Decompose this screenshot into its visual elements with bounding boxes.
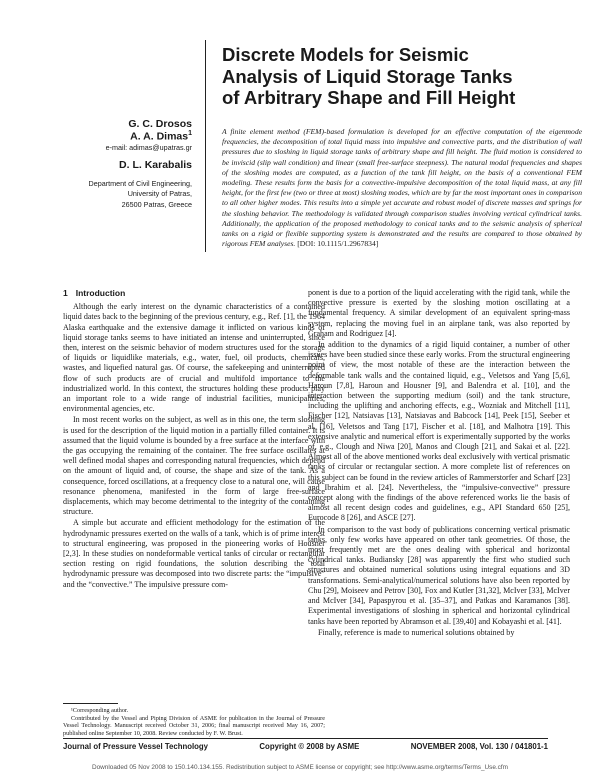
title-line-2: Analysis of Liquid Storage Tanks <box>222 65 513 87</box>
author-drosos: G. C. Drosos <box>128 118 192 130</box>
paragraph: In addition to the dynamics of a rigid liquid container, a number of other issues have been studied since these early works. From the structural engineering point of view, the most notable of these are the interaction between the deformable tank walls and the contained liquid, e.g., Veletsos and Yang [5,6], Haroun [7,8], Haroun and Housner [9], and Balendra et al. [10], and the interaction between the supporting medium (soil) and the tank structure, including the uplifting and anchoring effects, e.g., Wozniak and Mitchell [11], Fischer [12], Natsiavas [13], Natsiavas and Babcock [14], Peek [15], Seeber et al. [16], Veletsos and Tang [17], Fischer et al. [18], and Malhotra [19]. This extensive analytic and numerical effort is experimentally supported by the works of, e.g., Clough and Niwa [20], Manos and Clough [21], and Sakai et al. [22]. Almost all of the above mentioned works deal exclusively with vertical prismatic tanks of circular or rectangular section. A more complete list of references on this subject can be found in the review articles of Rammerstorfer and Scharf [23] and Ibrahim et al. [24]. Nevertheless, the “impulsive-convective” pressure concept along with the findings of the above referenced works lie the basis of almost all recent design codes and guidelines, e.g., API Standard 650 [25], Eurocode 8 [26], and ASCE [27]. <box>308 340 570 523</box>
title-line-3: of Arbitrary Shape and Fill Height <box>222 87 516 108</box>
author-karabalis: D. L. Karabalis <box>119 158 192 171</box>
affiliation-line-1: Department of Civil Engineering, <box>88 178 192 188</box>
abstract <box>222 127 582 249</box>
left-column <box>63 288 325 591</box>
header-divider <box>205 40 206 252</box>
abstract-text: A finite element method (FEM)-based formulation is developed for an effective computation of the eigenmode frequencies, the decomposition of total liquid mass into impulsive and convective parts, and the distribution of wall pressures due to sloshing in liquid storage tanks of arbitrary shape and fill height. The fluid motion is considered to be inviscid (slip wall condition) and linear (small free-surface steepness). The natural modal frequencies and shapes of the sloshing modes are computed, as a function of the tank fill height, on the basis of a conventional FEM modeling. These results form the basis for a convective-impulsive decomposition of the total liquid mass, at any fill height, for the first few (two or three at most) sloshing modes, which are by far the most important ones in comparison to all other higher modes. This results into a simple yet accurate and robust model of discrete masses and springs for the sloshing behavior. The methodology is validated through comparison studies involving vertical cylindrical tanks. Additionally, the application of the proposed methodology to conical tanks and to the seismic analysis of spherical tanks on a rigid or flexible supporting system is demonstrated and the results are compared to those obtained by rigorous FEM analyses. <box>222 127 582 249</box>
paragraph: In most recent works on the subject, as well as in this one, the term sloshing is used for the description of the liquid motion in a partially filled container. It is assumed that the liquid volume is bounded by a free surface at the interface with the gas occupying the remaining of the container. The free surface oscillates at well defined modal shapes and corresponding natural frequencies, which depend on the amount of liquid and, of course, the shape and size of the tank. As a consequence, forced oscillations, at a frequency close to a natural one, will cause resonance phenomena, manifested in the form of large free-surface displacements, which may become detrimental to the integrity of the containing structure. <box>63 415 325 517</box>
section-heading: 1 Introduction <box>63 288 126 298</box>
author-dimas: A. A. Dimas$^1$ <box>130 130 192 143</box>
paragraph: Although the early interest on the dynamic characteristics of a contained liquid dates back to the beginning of the previous century, e.g., Ref. [1], the 1964 Alaska earthquake and the extensive damage it inflicted on various kinds of liquid storage tanks seems to have initiated an intense and uninterrupted, since then, interest on the seismic behavior of modern structures used for the storage of liquids or liquidlike materials, e.g., water, fuel, oil products, chemicals, wastes, and liquefied natural gas. Of course, the safekeeping and uninterrupted flow of such products are of crucial and multifold importance to the industrialized world. In this context, the structures holding these products play an important role to a wide range of industrial facilities, municipalities, environmental agencies, etc. <box>63 302 325 414</box>
author-block <box>89 118 192 210</box>
journal-name: Journal of Pressure Vessel Technology <box>63 742 209 751</box>
paragraph: ponent is due to a portion of the liquid accelerating with the rigid tank, while the convective pressure is exerted by the sloshing motion oscillating at a fundamental frequency. A similar development of an equivalent spring-mass system, replacing the moving fuel in an airplane tank, was also reported by Graham and Rodriguez [4]. <box>308 288 570 338</box>
paper-title <box>222 44 582 109</box>
footnote-manuscript: Contributed by the Vessel and Piping Division of ASME for publication in the Journal of Pressure Vessel Technology. Manuscript received October 31, 2006; final manuscript received May 16, 2007; published online September 10, 2008. Review conducted by F. W. Brust. <box>63 714 325 737</box>
doi[interactable]: [DOI: 10.1115/1.2967834] <box>295 239 379 249</box>
paragraph: In comparison to the vast body of publications concerning vertical prismatic tanks, only few works have appeared on other tank geometries. Of those, the most frequently met are the ones dealing with spherical and horizontal cylindrical tanks. Budiansky [28] was apparently the first who studied such structures and obtained numerical solutions using integral equations and 3D transformations. Semi-analytical/numerical solutions have also been reported by Chu [29], Moiseev and Petrov [30], Fox and Kutler [31,32], McIver [33], McIver and McIver [34], Papaspyrou et al. [35–37], and Patkas and Karamanos [38]. Experimental investigations of sloshing in spherical and horizontal cylindrical tanks have been reported by Abramson et al. [39,40] and Kobayashi et al. [41]. <box>308 524 570 626</box>
download-note: Downloaded 05 Nov 2008 to 150.140.134.155. Redistribution subject to ASME license or copyright; see http://www.asme.org/terms/Terms_Use.cfm <box>92 764 508 771</box>
issue-info: NOVEMBER 2008, Vol. 130 / 041801-1 <box>410 742 548 751</box>
affiliation-line-2: University of Patras, <box>127 189 192 198</box>
footnote-rule <box>63 703 118 704</box>
paragraph: A simple but accurate and efficient methodology for the estimation of the hydrodynamic pressures exerted on the walls of a tank, which is of prime interest to structural engineering, was proposed in the pioneering works of Housner [2,3]. In these studies on nondeformable vertical tanks of circular or rectangular section resting on rigid foundations, the solution describing the total hydrodynamic pressure was decomposed into two discrete parts: the “impulsive” and the “convective.” The impulsive pressure com- <box>63 518 325 589</box>
footnotes <box>63 703 325 737</box>
footnote-corresponding: ¹Corresponding author. <box>71 707 129 714</box>
right-column <box>308 288 570 639</box>
author-email[interactable]: e-mail: adimas@upatras.gr <box>105 142 192 152</box>
copyright: Copyright © 2008 by ASME <box>259 742 360 751</box>
page-footer <box>63 738 548 751</box>
paragraph: Finally, reference is made to numerical solutions obtained by <box>318 627 515 637</box>
affiliation-line-3: 26500 Patras, Greece <box>121 199 192 209</box>
title-line-1: Discrete Models for Seismic <box>222 44 469 65</box>
